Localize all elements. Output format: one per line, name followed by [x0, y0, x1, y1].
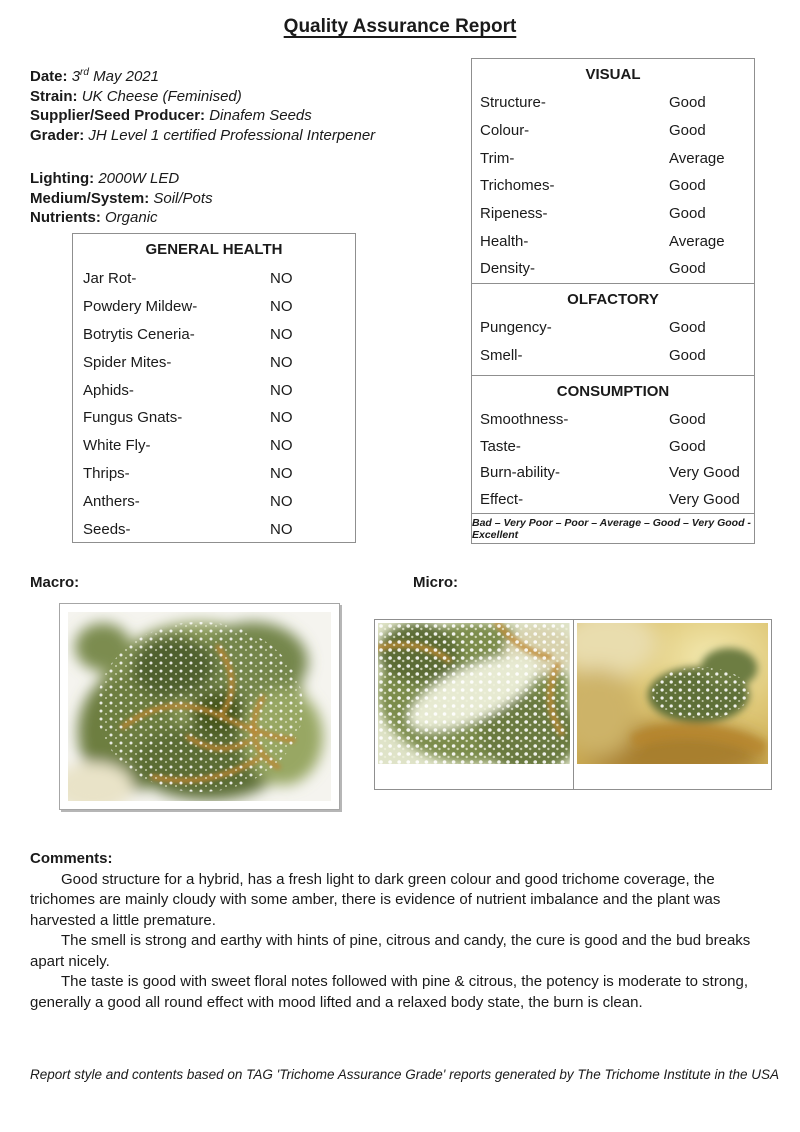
report-title: Quality Assurance Report: [283, 16, 517, 37]
macro-photo-frame: [59, 603, 340, 810]
detail-lighting-label: Lighting:: [30, 170, 95, 187]
report-footnote: Report style and contents based on TAG 'Trichome Assurance Grade' reports generated by The Trichome Institute in the USA: [30, 1067, 780, 1082]
detail-lighting: [30, 169, 375, 189]
detail-medium: [30, 189, 375, 209]
row-value: NO: [270, 464, 293, 482]
general-health-table: [72, 233, 356, 543]
row-value: Good: [669, 410, 706, 428]
macro-label: Macro:: [30, 574, 80, 591]
comment-paragraph-1: Good structure for a hybrid, has a fresh light to dark green colour and good trichome coverage, the trichomes are mainly cloudy with some amber, there is evidence of nutrient imbalance and the plant was harvested a little premature.: [30, 870, 721, 929]
row-value: NO: [270, 437, 293, 455]
row-label: Smell-: [480, 347, 523, 365]
table-row: [73, 348, 355, 376]
micro-label: Micro:: [413, 574, 458, 591]
row-value: NO: [270, 520, 293, 538]
table-row: [472, 200, 754, 228]
detail-supplier: [30, 106, 375, 126]
detail-nutrients-value: Organic: [105, 209, 158, 226]
table-row: [73, 460, 355, 488]
visual-section: [472, 59, 754, 284]
row-value: Very Good: [669, 491, 740, 509]
detail-medium-label: Medium/System:: [30, 189, 150, 207]
detail-supplier-value: Dinafem Seeds: [209, 107, 312, 124]
table-row: [472, 433, 754, 460]
row-label: Trim-: [480, 149, 515, 167]
detail-strain-label: Strain:: [30, 87, 78, 105]
detail-strain-value: UK Cheese (Feminised): [81, 87, 242, 105]
detail-grader: [30, 126, 375, 146]
row-label: Anthers-: [83, 492, 140, 510]
row-label: Botrytis Ceneria-: [83, 325, 195, 343]
details-spacer: [30, 145, 375, 169]
micro-photo-cell: [375, 620, 574, 789]
table-row: [73, 432, 355, 460]
olfactory-header: OLFACTORY: [567, 290, 659, 308]
row-label: Smoothness-: [480, 410, 569, 428]
table-row: [472, 314, 754, 342]
table-row: [472, 406, 754, 433]
table-row: [73, 321, 355, 349]
table-row: [472, 486, 754, 513]
detail-date-label: Date:: [30, 68, 68, 85]
row-value: Very Good: [669, 464, 740, 482]
row-value: Average: [669, 149, 725, 167]
report-details: [30, 63, 375, 228]
table-row: [472, 342, 754, 370]
row-value: Average: [669, 232, 725, 250]
detail-medium-value: Soil/Pots: [153, 189, 213, 207]
comments-section: [30, 849, 778, 1013]
row-value: Good: [669, 347, 706, 365]
visual-header: VISUAL: [585, 65, 641, 83]
detail-date-value: 3rd May 2021: [71, 67, 159, 85]
row-label: White Fly-: [83, 437, 151, 455]
row-label: Pungency-: [480, 319, 552, 337]
detail-nutrients: [30, 208, 375, 228]
row-label: Seeds-: [83, 520, 131, 538]
row-value: NO: [270, 270, 293, 288]
row-label: Jar Rot-: [83, 270, 137, 288]
table-row: [472, 144, 754, 172]
detail-date: [30, 63, 375, 87]
row-label: Fungus Gnats-: [83, 409, 183, 427]
row-label: Density-: [480, 260, 536, 278]
row-label: Aphids-: [83, 381, 134, 399]
detail-supplier-label: Supplier/Seed Producer:: [30, 107, 206, 124]
row-label: Spider Mites-: [83, 353, 172, 371]
table-row: [472, 89, 754, 117]
row-label: Effect-: [480, 491, 524, 509]
table-row: [73, 515, 355, 543]
olfactory-section: [472, 284, 754, 376]
row-label: Colour-: [480, 122, 530, 140]
row-value: Good: [669, 260, 706, 278]
row-value: Good: [669, 94, 706, 112]
general-health-header: GENERAL HEALTH: [145, 241, 283, 258]
row-label: Trichomes-: [480, 177, 555, 195]
table-row: [73, 404, 355, 432]
micro-photo-right: [577, 623, 769, 764]
row-label: Taste-: [480, 437, 521, 455]
micro-photo-cell: [574, 620, 772, 789]
row-label: Ripeness-: [480, 205, 548, 223]
macro-photo: [68, 612, 331, 801]
row-label: Thrips-: [83, 464, 130, 482]
row-value: NO: [270, 381, 293, 399]
row-value: NO: [270, 325, 293, 343]
consumption-header: CONSUMPTION: [556, 382, 670, 400]
row-label: Burn-ability-: [480, 464, 561, 482]
row-label: Powdery Mildew-: [83, 298, 198, 316]
row-label: Structure-: [480, 94, 546, 112]
table-row: [73, 265, 355, 293]
consumption-section: [472, 376, 754, 514]
row-value: NO: [270, 353, 293, 371]
row-value: Good: [669, 122, 706, 140]
row-value: NO: [270, 409, 293, 427]
comment-paragraph-3: The taste is good with sweet floral notes followed with pine & citrous, the potency is moderate to strong, generally a good all round effect with mood lifted and a relaxed body state, the burn is clean.: [30, 973, 749, 1011]
row-value: Good: [669, 437, 706, 455]
table-row: [472, 255, 754, 283]
micro-photo-left: [378, 623, 570, 764]
row-value: Good: [669, 177, 706, 195]
detail-lighting-value: 2000W LED: [98, 170, 180, 187]
comments-heading: Comments:: [30, 850, 113, 867]
table-row: [472, 460, 754, 487]
row-value: Good: [669, 205, 706, 223]
micro-photo-table: [374, 619, 772, 790]
row-value: Good: [669, 319, 706, 337]
row-value: NO: [270, 492, 293, 510]
table-row: [73, 376, 355, 404]
detail-grader-label: Grader:: [30, 126, 85, 144]
row-value: NO: [270, 298, 293, 316]
detail-nutrients-label: Nutrients:: [30, 209, 101, 226]
table-row: [472, 117, 754, 145]
table-row: [73, 487, 355, 515]
comment-paragraph-2: The smell is strong and earthy with hints of pine, citrous and candy, the cure is good and the bud breaks apart nicely.: [30, 932, 751, 970]
table-row: [472, 227, 754, 255]
assessment-table: [471, 58, 755, 544]
row-label: Health-: [480, 232, 529, 250]
table-row: [73, 293, 355, 321]
detail-strain: [30, 87, 375, 107]
table-row: [472, 172, 754, 200]
detail-grader-value: JH Level 1 certified Professional Interpener: [88, 126, 376, 144]
rating-scale: Bad – Very Poor – Poor – Average – Good – Very Good - Excellent: [472, 516, 751, 541]
